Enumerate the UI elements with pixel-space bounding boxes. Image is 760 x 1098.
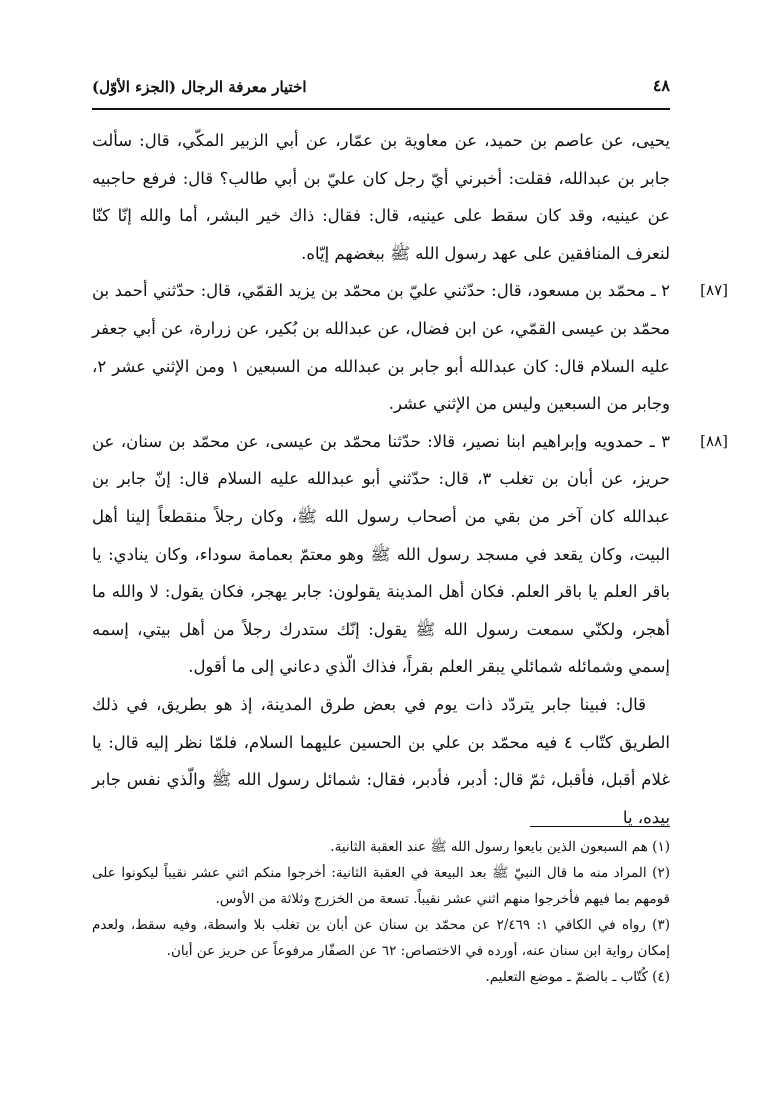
entry-88 [92,423,728,686]
page-number: ٤٨ [652,76,670,95]
footnotes [92,834,670,990]
footnote-1: (١) هم السبعون الذين بايعوا رسول الله ﷺ عند العقبة الثانية. [330,839,670,855]
entry-87 [92,272,728,422]
paragraph-narrative [92,686,670,836]
entry-number: [٨٧] [700,281,728,300]
running-header [92,72,670,106]
paragraph-continuation [92,122,670,272]
header-divider [92,108,670,110]
paragraph-text: ٢ ـ محمّد بن مسعود، قال: حدّثني عليّ بن محمّد بن يزيد القمّي، قال: حدّثني أحمد بن محمّد بن عيسى القمّي، عن ابن فضال، عن عبدالله بن بُكير، عن زرارة، عن أبي جعفر عليه السلام قال: كان عبدالله أبو جابر بن عبدالله من السبعين ١ ومن الإثني عشر ٢، وجابر من السبعين وليس من الإثني عشر. [92,281,670,414]
main-text [92,122,728,827]
footnote-3: (٣) رواه في الكافي ١: ٢/٤٦٩ عن محمّد بن سنان عن أبان بن تغلب بلا واسطة، وفيه سقط، ولعدم إمكان رواية ابن سنان عنه، أورده في الاختصاص: ٦٢ عن الصفّار مرفوعاً عن حريز عن أبان. [92,917,670,959]
paragraph-text: قال: فبينا جابر يتردّد ذات يوم في بعض طرق المدينة، إذ هو بطريق، في ذلك الطريق كتّاب ٤ فيه محمّد بن علي بن الحسين عليهما السلام، فلمّا نظر إليه قال: يا غلام أقبل، فأقبل، ثمّ قال: أدبر، فأدبر، فقال: شمائل رسول الله ﷺ والّذي نفس جابر بيده، يا [92,694,670,827]
footnote-2: (٢) المراد منه ما قال النبيّ ﷺ بعد البيعة في العقبة الثانية: أخرجوا منكم اثني عشر نقيباً ليكونوا على قومهم بما فيهم فأخرجوا منهم اثني عشر نقيباً. تسعة من الخزرج وثلاثة من الأوس. [92,865,670,907]
entry-number: [٨٨] [700,431,728,450]
paragraph-text: يحيى، عن عاصم بن حميد، عن معاوية بن عمّار، عن أبي الزبير المكّي، قال: سألت جابر بن عبدالله، فقلت: أخبرني أيّ رجل كان عليّ بن أبي طالب؟ قال: فرفع حاجبيه عن عينيه، وقد كان سقط على عينيه، قال: فقال: ذاك خير البشر، أما والله إنّا كنّا لنعرف المنافقين على عهد رسول الله ﷺ ببغضهم إيّاه. [92,131,670,263]
footnote-divider [530,826,670,827]
footnote-4: (٤) كُتّاب ـ بالضمّ ـ موضع التعليم. [485,969,670,985]
book-title: اختيار معرفة الرجال (الجزء الأوّل) [92,78,307,96]
paragraph-text: ٣ ـ حمدويه وإبراهيم ابنا نصير، قالا: حدّثنا محمّد بن عيسى، عن محمّد بن سنان، عن حريز، عن أبان بن تغلب ٣، قال: حدّثني أبو عبدالله عليه السلام قال: إنّ جابر بن عبدالله كان آخر من بقي من أصحاب رسول الله ﷺ، وكان رجلاً منقطعاً إلينا أهل البيت، وكان يقعد في مسجد رسول الله ﷺ وهو معتمّ بعمامة سوداء، وكان ينادي: يا باقر العلم يا باقر العلم. فكان أهل المدينة يقولون: جابر يهجر، فكان يقول: لا والله ما أهجر، ولكنّي سمعت رسول الله ﷺ يقول: إنّك ستدرك رجلاً من أهل بيتي، إسمه إسمي وشمائله شمائلي يبقر العلم بقراً، فذاك الّذي دعاني إلى ما أقول. [92,431,670,677]
